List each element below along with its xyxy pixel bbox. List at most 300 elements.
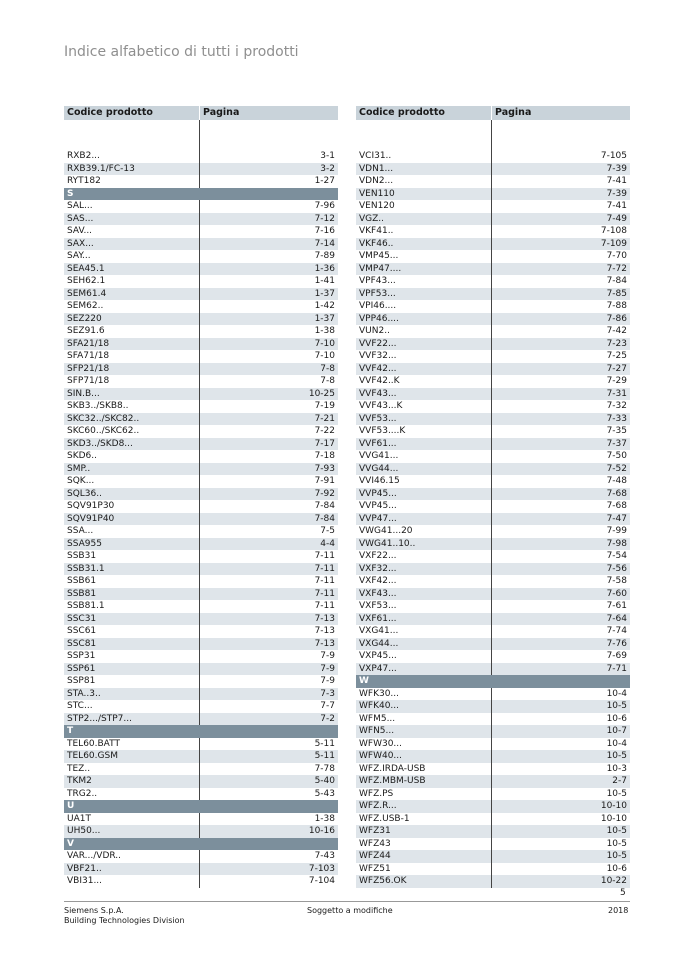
page-ref: 7-9 [320,651,335,661]
page-ref: 7-109 [600,238,627,249]
product-code: TEZ.. [64,763,200,776]
page-ref [200,725,338,738]
header-page: Pagina [495,107,532,118]
table-spacer [64,120,338,150]
footer-division: Building Technologies Division [64,916,185,925]
table-row [356,875,630,888]
page-ref: 7-13 [314,613,335,624]
page-ref: 10-10 [600,813,627,824]
product-code: VVG41... [356,450,492,463]
product-code: VVF22... [356,338,492,351]
page-ref: 1-42 [314,301,335,311]
page-ref: 7-103 [308,863,335,874]
product-code: SFA21/18 [64,338,200,351]
product-code: VUN2.. [356,325,492,338]
page-ref: 3-1 [320,151,335,161]
page-ref: 7-49 [606,213,627,224]
page-ref: 7-19 [314,401,335,411]
page-ref: 5-11 [314,738,335,749]
table-row [356,600,630,613]
product-code: SFP71/18 [64,375,200,388]
product-code: WFM5... [356,713,492,726]
page-ref: 7-29 [606,376,627,386]
page-ref: 7-17 [314,438,335,449]
page-ref: 7-104 [308,876,335,886]
page-ref: 7-7 [320,701,335,711]
product-code: SSC61 [64,625,200,638]
table-row [356,150,630,163]
page-ref: 7-105 [600,151,627,161]
product-code: SMP.. [64,463,200,476]
page-ref: 2-7 [612,776,627,786]
product-code: VVF53... [356,413,492,426]
page-ref: 7-12 [314,213,335,224]
rows-left [64,150,338,888]
table-row [356,850,630,863]
table-row [64,600,338,613]
page-ref: 7-68 [606,488,627,499]
product-code: SEM61.4 [64,288,200,301]
product-code: VMP47.... [356,263,492,276]
page-ref: 4-4 [320,538,335,549]
product-code: WFZ43 [356,838,492,851]
product-code: VDN1... [356,163,492,176]
table-row [64,413,338,426]
table-row [64,200,338,213]
table-row [356,500,630,513]
page-ref: 7-52 [606,463,627,474]
product-code: SKC32../SKC82.. [64,413,200,426]
table-row [356,763,630,776]
table-row [356,750,630,763]
table-row [356,300,630,313]
page-ref: 7-11 [314,563,335,574]
page-ref: 7-27 [606,363,627,374]
letter-header [64,188,338,201]
page-ref: 7-22 [314,426,335,436]
product-code: SSP61 [64,663,200,676]
product-code: WFZ.IRDA-USB [356,763,492,776]
table-row [64,538,338,551]
page-ref [492,675,630,688]
table-row [64,825,338,838]
product-code: VXG41... [356,625,492,638]
product-code: VVF43... [356,388,492,401]
table-row [356,588,630,601]
table-row [64,475,338,488]
table-row [64,438,338,451]
table-row [64,263,338,276]
table-row [356,363,630,376]
table-row [356,225,630,238]
table-row [64,813,338,826]
product-code: SSA... [64,525,200,538]
page-ref: 7-9 [320,663,335,674]
page-ref: 10-6 [606,713,627,724]
page-ref: 7-72 [606,263,627,274]
letter-label: U [67,801,75,811]
product-code: WFW30... [356,738,492,751]
table-row [356,188,630,201]
table-header [356,106,630,120]
page-ref: 7-13 [314,626,335,636]
table-row [356,213,630,226]
table-row [356,250,630,263]
product-code: SFP21/18 [64,363,200,376]
table-row [356,638,630,651]
product-code: SSB81.1 [64,600,200,613]
page-ref: 7-96 [314,201,335,211]
product-code: VWG41...20 [356,525,492,538]
table-row [356,463,630,476]
table-row [64,525,338,538]
table-row [64,550,338,563]
product-code: SQV91P30 [64,500,200,513]
table-row [356,275,630,288]
product-code: TEL60.GSM [64,750,200,763]
product-code: SSB31 [64,550,200,563]
letter-label: T [67,726,74,736]
page-ref: 7-71 [606,663,627,674]
table-row [356,488,630,501]
page-ref: 10-3 [606,763,627,774]
product-code: WFZ56.OK [356,875,492,888]
page-ref: 7-98 [606,538,627,549]
table-row [64,450,338,463]
table-row [64,738,338,751]
table-row [64,250,338,263]
table-row [64,625,338,638]
page-ref: 7-92 [314,488,335,499]
page-ref: 7-47 [606,513,627,524]
table-row [64,788,338,801]
product-code: VVF53....K [356,425,492,438]
footer-notice: Soggetto a modifiche [307,906,393,915]
table-row [64,400,338,413]
letter-header [64,800,338,813]
page-ref: 10-4 [606,738,627,749]
page-ref: 1-37 [314,313,335,324]
table-row [356,338,630,351]
table-row [356,838,630,851]
page-ref: 7-14 [314,238,335,249]
page-ref [200,838,338,851]
table-row [64,300,338,313]
table-row [356,475,630,488]
table-row [356,350,630,363]
table-header [64,106,338,120]
page-ref: 10-10 [600,801,627,811]
product-code: VXF53... [356,600,492,613]
table-row [64,325,338,338]
table-row [356,525,630,538]
page-ref: 7-31 [606,388,627,399]
letter-header [64,838,338,851]
table-row [356,725,630,738]
table-row [64,150,338,163]
product-code: SKD3../SKD8... [64,438,200,451]
table-row [64,775,338,788]
table-row [356,775,630,788]
page-ref: 7-99 [606,526,627,536]
table-row [356,450,630,463]
table-row [64,650,338,663]
page-ref: 1-27 [314,176,335,186]
table-row [64,713,338,726]
product-code: SEZ220 [64,313,200,326]
page-ref: 7-18 [314,451,335,461]
product-code: UH50... [64,825,200,838]
product-code: VVF61... [356,438,492,451]
product-code: VVF42..K [356,375,492,388]
index-table-right [356,106,630,888]
table-row [356,238,630,251]
product-code: WFW40... [356,750,492,763]
table-row [356,263,630,276]
table-row [64,850,338,863]
product-code: VCI31.. [356,150,492,163]
header-code: Codice prodotto [356,106,492,120]
table-row [64,513,338,526]
product-code: SEZ91.6 [64,325,200,338]
product-code: VVF42... [356,363,492,376]
table-row [356,163,630,176]
product-code: SSB61 [64,575,200,588]
page-ref: 7-84 [606,276,627,286]
page-ref: 1-38 [314,326,335,336]
table-row [64,363,338,376]
page-ref: 7-60 [606,588,627,599]
page-ref: 7-108 [600,226,627,236]
table-row [356,375,630,388]
product-code: VVP47... [356,513,492,526]
table-row [356,700,630,713]
product-code: TEL60.BATT [64,738,200,751]
page-ref: 1-36 [314,263,335,274]
page-ref: 7-3 [320,688,335,699]
page-ref: 7-70 [606,251,627,261]
page-ref: 7-39 [606,188,627,199]
page-ref: 10-5 [606,838,627,849]
product-code: WFZ44 [356,850,492,863]
page-ref: 10-22 [600,876,627,886]
table-row [64,275,338,288]
table-row [356,550,630,563]
table-row [356,438,630,451]
page-ref: 7-43 [314,851,335,861]
product-code: SAX... [64,238,200,251]
footer-company-name: Siemens S.p.A. [64,906,124,915]
product-code: VKF41.. [356,225,492,238]
page-ref: 10-5 [606,826,627,836]
product-code: TRG2.. [64,788,200,801]
table-row [356,288,630,301]
page-ref: 7-42 [606,326,627,336]
page-ref: 10-7 [606,726,627,736]
letter-header [356,675,630,688]
page-ref: 1-37 [314,288,335,299]
page-ref: 10-5 [606,751,627,761]
table-row [356,738,630,751]
table-row [64,588,338,601]
product-code: SIN.B... [64,388,200,401]
page-ref: 10-5 [606,851,627,861]
product-code: SSB31.1 [64,563,200,576]
product-code: VXF32... [356,563,492,576]
product-code: VPI46.... [356,300,492,313]
product-code: SSP81 [64,675,200,688]
table-row [64,238,338,251]
letter-header [64,725,338,738]
product-code: VXP45... [356,650,492,663]
table-row [356,800,630,813]
product-code: VXF43... [356,588,492,601]
table-row [64,575,338,588]
product-code: WFZ.USB-1 [356,813,492,826]
product-code: SSC31 [64,613,200,626]
page-ref: 10-5 [606,788,627,799]
page-ref: 10-5 [606,701,627,711]
page-number: 5 [620,888,626,898]
page-ref: 7-5 [320,526,335,536]
page-ref: 7-50 [606,451,627,461]
table-row [64,175,338,188]
table-row [64,763,338,776]
product-code: SQL36.. [64,488,200,501]
page-ref: 7-91 [314,476,335,486]
product-code: SKB3../SKB8.. [64,400,200,413]
product-code: SSA955 [64,538,200,551]
product-code: SEH62.1 [64,275,200,288]
page-ref: 7-9 [320,676,335,686]
table-row [356,663,630,676]
product-code: SQK... [64,475,200,488]
table-row [64,425,338,438]
page-ref: 5-43 [314,788,335,799]
product-code: VVF43...K [356,400,492,413]
product-code: SEA45.1 [64,263,200,276]
page-ref: 7-33 [606,413,627,424]
page-title: Indice alfabetico di tutti i prodotti [64,44,299,60]
product-code: VMP45... [356,250,492,263]
product-code: VBF21.. [64,863,200,876]
product-code: VBI31... [64,875,200,888]
page-ref: 7-16 [314,226,335,236]
product-code: VVP45... [356,500,492,513]
page-ref: 5-40 [314,776,335,786]
table-row [64,288,338,301]
table-row [356,788,630,801]
table-row [64,350,338,363]
product-code: WFZ51 [356,863,492,876]
index-table-left [64,106,338,888]
product-code: RYT182 [64,175,200,188]
footer-year: 2018 [608,906,629,915]
table-spacer [356,120,630,150]
product-code: SSC81 [64,638,200,651]
letter-label: W [359,676,369,686]
table-row [356,863,630,876]
page-ref: 7-8 [320,363,335,374]
table-row [356,388,630,401]
product-code: VVP45... [356,488,492,501]
page-ref: 7-56 [606,563,627,574]
letter-label: V [67,838,74,849]
product-code: SAL... [64,200,200,213]
page-ref: 7-76 [606,638,627,649]
product-code: RXB2... [64,150,200,163]
page-ref: 7-84 [314,501,335,511]
rows-right [356,150,630,888]
page-ref: 1-41 [314,276,335,286]
product-code: WFZ.MBM-USB [356,775,492,788]
product-code: VEN110 [356,188,492,201]
table-row [356,575,630,588]
page-ref: 7-86 [606,313,627,324]
table-row [356,538,630,551]
product-code: WFZ31 [356,825,492,838]
table-row [356,400,630,413]
page-ref: 10-6 [606,863,627,874]
product-code: STC... [64,700,200,713]
product-code: SKC60../SKC62.. [64,425,200,438]
page-ref [200,800,338,813]
table-row [64,213,338,226]
table-row [64,500,338,513]
table-row [64,700,338,713]
product-code: VXG44... [356,638,492,651]
page-ref: 10-16 [308,826,335,836]
product-code: VXF61... [356,613,492,626]
table-row [64,163,338,176]
letter-label: S [67,188,74,199]
product-code: VPP46.... [356,313,492,326]
table-row [356,513,630,526]
page-ref: 7-41 [606,176,627,186]
table-row [356,825,630,838]
table-row [356,200,630,213]
product-code: STP2.../STP7... [64,713,200,726]
table-row [64,638,338,651]
product-code: VGZ.. [356,213,492,226]
table-row [356,425,630,438]
table-row [64,663,338,676]
page-ref: 10-4 [606,688,627,699]
table-row [356,650,630,663]
product-code: SAV... [64,225,200,238]
product-code: SKD6.. [64,450,200,463]
table-row [356,563,630,576]
page-ref: 7-68 [606,501,627,511]
product-code: VWG41..10.. [356,538,492,551]
table-row [356,713,630,726]
page-ref: 7-23 [606,338,627,349]
page-ref: 5-11 [314,751,335,761]
product-code: WFZ.PS [356,788,492,801]
product-code: VVF32... [356,350,492,363]
table-row [64,875,338,888]
table-row [356,613,630,626]
page-ref: 7-54 [606,551,627,561]
product-code: STA..3.. [64,688,200,701]
page-ref: 7-37 [606,438,627,449]
page-ref: 3-2 [320,163,335,174]
page-ref: 1-38 [314,813,335,824]
table-row [64,688,338,701]
page-ref: 7-69 [606,651,627,661]
table-row [64,225,338,238]
footer-company [64,906,185,926]
